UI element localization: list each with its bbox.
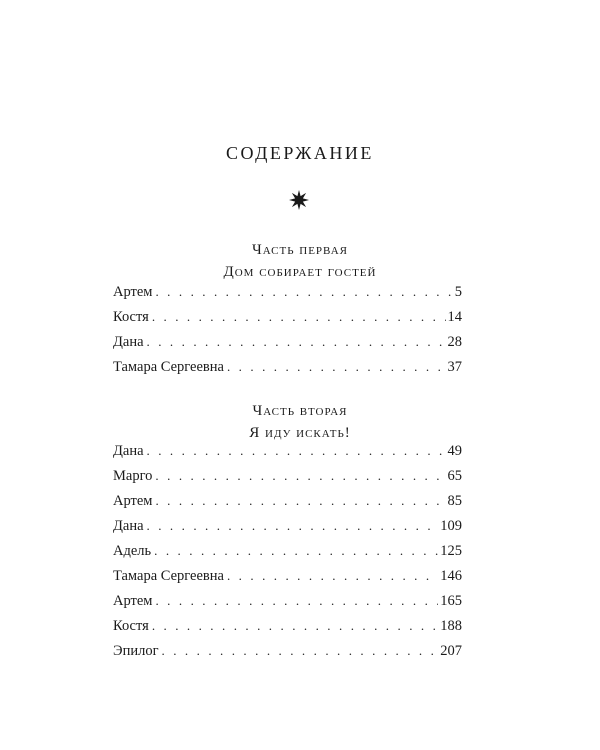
toc-entry[interactable] xyxy=(113,329,462,354)
toc-entry[interactable] xyxy=(113,488,462,513)
toc-entry[interactable] xyxy=(113,279,462,304)
dot-leader xyxy=(227,563,438,588)
entry-page: 165 xyxy=(440,593,462,609)
entry-title: Артем xyxy=(113,493,153,509)
dot-leader xyxy=(152,304,446,329)
toc-entry[interactable] xyxy=(113,513,462,538)
entry-title: Дана xyxy=(113,334,144,350)
entry-page: 188 xyxy=(440,618,462,634)
entry-page: 65 xyxy=(447,468,462,484)
entry-page: 49 xyxy=(447,443,462,459)
toc-entry[interactable] xyxy=(113,638,462,663)
contents-title: содержание xyxy=(226,138,374,165)
part-two-label: Часть вторая xyxy=(252,403,348,419)
dot-leader xyxy=(155,463,445,488)
part-one-name: Дом собирает гостей xyxy=(223,264,377,280)
dot-leader xyxy=(155,588,438,613)
entry-title: Тамара Сергеевна xyxy=(113,568,224,584)
entry-title: Эпилог xyxy=(113,643,159,659)
part-one-label: Часть первая xyxy=(252,242,348,258)
part-one-heading xyxy=(0,239,600,283)
entry-title: Дана xyxy=(113,443,144,459)
toc-entry[interactable] xyxy=(113,354,462,379)
entry-title: Тамара Сергеевна xyxy=(113,359,224,375)
entry-page: 109 xyxy=(440,518,462,534)
dot-leader xyxy=(162,638,439,663)
entry-page: 207 xyxy=(440,643,462,659)
entry-page: 28 xyxy=(447,334,462,350)
entry-title: Адель xyxy=(113,543,152,559)
part-one-entries xyxy=(113,279,462,379)
entry-title: Костя xyxy=(113,618,149,634)
toc-entry[interactable] xyxy=(113,463,462,488)
dot-leader xyxy=(155,279,452,304)
entry-title: Костя xyxy=(113,309,149,325)
toc-entry[interactable] xyxy=(113,538,462,563)
entry-title: Артем xyxy=(113,284,153,300)
toc-entry[interactable] xyxy=(113,563,462,588)
entry-title: Марго xyxy=(113,468,153,484)
entry-page: 146 xyxy=(440,568,462,584)
toc-entry[interactable] xyxy=(113,613,462,638)
entry-page: 85 xyxy=(447,493,462,509)
part-two-entries xyxy=(113,438,462,663)
entry-title: Дана xyxy=(113,518,144,534)
entry-title: Артем xyxy=(113,593,153,609)
entry-page: 125 xyxy=(440,543,462,559)
dot-leader xyxy=(227,354,446,379)
entry-page: 14 xyxy=(447,309,462,325)
dot-leader xyxy=(154,538,438,563)
toc-entry[interactable] xyxy=(113,438,462,463)
toc-entry[interactable] xyxy=(113,588,462,613)
entry-page: 37 xyxy=(447,359,462,375)
toc-entry[interactable] xyxy=(113,304,462,329)
dot-leader xyxy=(152,613,438,638)
dot-leader xyxy=(155,488,445,513)
dot-leader xyxy=(147,513,439,538)
dot-leader xyxy=(147,329,446,354)
part-two-name: Я иду искать! xyxy=(249,425,351,441)
entry-page: 5 xyxy=(454,284,462,300)
dot-leader xyxy=(147,438,446,463)
eight-point-star-icon xyxy=(289,190,309,210)
